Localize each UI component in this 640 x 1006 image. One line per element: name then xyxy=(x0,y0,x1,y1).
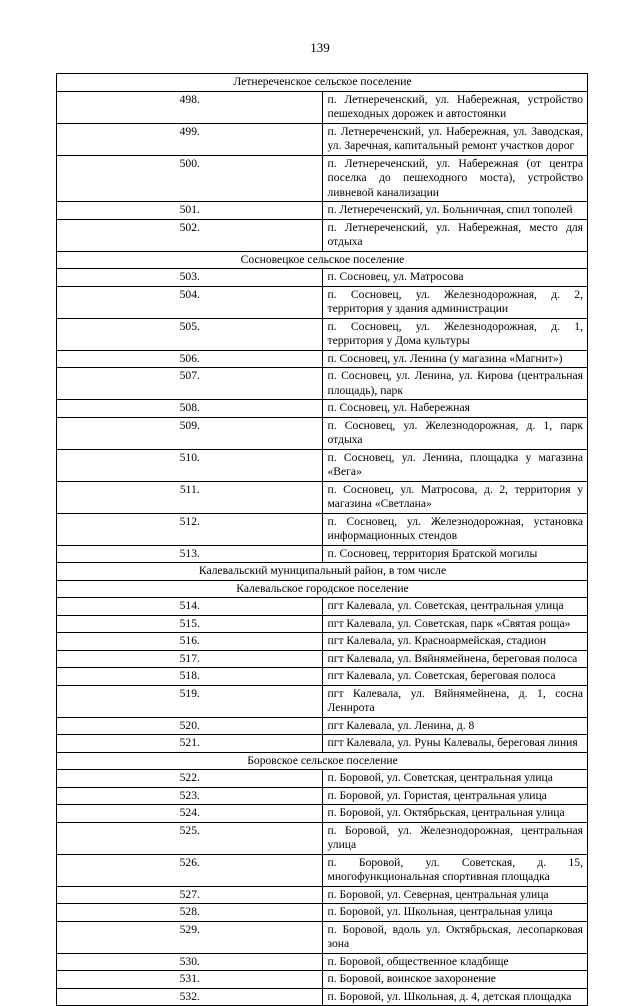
row-number: 504. xyxy=(57,286,323,318)
row-number: 524. xyxy=(57,805,323,823)
row-description: п. Боровой, ул. Октябрьская, центральная улица xyxy=(322,805,588,823)
row-number: 530. xyxy=(57,953,323,971)
table-row xyxy=(57,123,588,155)
row-number: 522. xyxy=(57,770,323,788)
row-number: 510. xyxy=(57,449,323,481)
table-row xyxy=(57,91,588,123)
row-number: 500. xyxy=(57,155,323,202)
table-row xyxy=(57,988,588,1006)
section-header-row xyxy=(57,74,588,92)
section-title: Калевальский муниципальный район, в том числе xyxy=(57,563,588,581)
row-number: 518. xyxy=(57,668,323,686)
section-title: Сосновецкое сельское поселение xyxy=(57,251,588,269)
row-description: пгт Калевала, ул. Вяйнямейнена, д. 1, сосна Леннрота xyxy=(322,685,588,717)
row-number: 498. xyxy=(57,91,323,123)
table-row xyxy=(57,598,588,616)
row-description: пгт Калевала, ул. Вяйнямейнена, береговая полоса xyxy=(322,650,588,668)
row-number: 506. xyxy=(57,350,323,368)
row-description: п. Сосновец, ул. Ленина, ул. Кирова (центральная площадь), парк xyxy=(322,368,588,400)
row-description: пгт Калевала, ул. Руны Калевалы, береговая линия xyxy=(322,735,588,753)
table-row xyxy=(57,854,588,886)
row-number: 527. xyxy=(57,886,323,904)
section-header-row xyxy=(57,563,588,581)
table-row xyxy=(57,615,588,633)
row-number: 503. xyxy=(57,269,323,287)
row-number: 505. xyxy=(57,318,323,350)
table-row xyxy=(57,904,588,922)
row-description: п. Боровой, общественное кладбище xyxy=(322,953,588,971)
row-description: п. Боровой, ул. Гористая, центральная улица xyxy=(322,787,588,805)
section-header-row xyxy=(57,752,588,770)
row-description: п. Летнереченский, ул. Больничная, спил тополей xyxy=(322,202,588,220)
row-number: 515. xyxy=(57,615,323,633)
row-number: 521. xyxy=(57,735,323,753)
table-row xyxy=(57,822,588,854)
row-description: п. Сосновец, ул. Железнодорожная, д. 1, парк отдыха xyxy=(322,417,588,449)
row-number: 523. xyxy=(57,787,323,805)
section-header-row xyxy=(57,251,588,269)
row-number: 499. xyxy=(57,123,323,155)
row-number: 532. xyxy=(57,988,323,1006)
section-title: Летнереченское сельское поселение xyxy=(57,74,588,92)
section-title: Боровское сельское поселение xyxy=(57,752,588,770)
row-number: 507. xyxy=(57,368,323,400)
row-description: п. Летнереченский, ул. Набережная (от центра поселка до пешеходного моста), устройство ливневой канализации xyxy=(322,155,588,202)
row-number: 520. xyxy=(57,717,323,735)
row-number: 513. xyxy=(57,545,323,563)
table-row xyxy=(57,805,588,823)
row-number: 526. xyxy=(57,854,323,886)
table-row xyxy=(57,400,588,418)
row-description: пгт Калевала, ул. Красноармейская, стадион xyxy=(322,633,588,651)
row-description: п. Сосновец, ул. Железнодорожная, д. 2, территория у здания администрации xyxy=(322,286,588,318)
table-row xyxy=(57,155,588,202)
row-description: п. Боровой, ул. Школьная, д. 4, детская площадка xyxy=(322,988,588,1006)
row-number: 519. xyxy=(57,685,323,717)
row-number: 528. xyxy=(57,904,323,922)
row-description: п. Боровой, ул. Советская, центральная улица xyxy=(322,770,588,788)
table-row xyxy=(57,513,588,545)
row-description: п. Сосновец, ул. Железнодорожная, д. 1, территория у Дома культуры xyxy=(322,318,588,350)
row-description: пгт Калевала, ул. Советская, парк «Святая роща» xyxy=(322,615,588,633)
row-description: п. Сосновец, ул. Матросова xyxy=(322,269,588,287)
row-number: 516. xyxy=(57,633,323,651)
table-row xyxy=(57,633,588,651)
table-row xyxy=(57,787,588,805)
row-description: п. Сосновец, ул. Набережная xyxy=(322,400,588,418)
table-row xyxy=(57,886,588,904)
table-row xyxy=(57,481,588,513)
table-row xyxy=(57,735,588,753)
table-row xyxy=(57,449,588,481)
objects-table xyxy=(56,73,588,1006)
table-row xyxy=(57,685,588,717)
row-number: 531. xyxy=(57,971,323,989)
row-description: п. Боровой, ул. Школьная, центральная улица xyxy=(322,904,588,922)
table-row xyxy=(57,286,588,318)
table-row xyxy=(57,650,588,668)
row-description: пгт Калевала, ул. Ленина, д. 8 xyxy=(322,717,588,735)
row-description: пгт Калевала, ул. Советская, береговая полоса xyxy=(322,668,588,686)
row-description: п. Боровой, воинское захоронение xyxy=(322,971,588,989)
table-row xyxy=(57,717,588,735)
row-number: 508. xyxy=(57,400,323,418)
row-number: 512. xyxy=(57,513,323,545)
table-row xyxy=(57,318,588,350)
table-row xyxy=(57,417,588,449)
table-row xyxy=(57,219,588,251)
row-description: пгт Калевала, ул. Советская, центральная улица xyxy=(322,598,588,616)
table-row xyxy=(57,921,588,953)
table-row xyxy=(57,350,588,368)
row-description: п. Сосновец, ул. Железнодорожная, установка информационных стендов xyxy=(322,513,588,545)
table-body xyxy=(57,74,588,1006)
row-description: п. Летнереченский, ул. Набережная, устройство пешеходных дорожек и автостоянки xyxy=(322,91,588,123)
row-number: 517. xyxy=(57,650,323,668)
row-number: 514. xyxy=(57,598,323,616)
row-number: 529. xyxy=(57,921,323,953)
row-number: 511. xyxy=(57,481,323,513)
table-row xyxy=(57,770,588,788)
section-header-row xyxy=(57,580,588,598)
table-row xyxy=(57,269,588,287)
row-description: п. Боровой, вдоль ул. Октябрьская, лесопарковая зона xyxy=(322,921,588,953)
table-row xyxy=(57,953,588,971)
row-description: п. Боровой, ул. Советская, д. 15, многофункциональная спортивная площадка xyxy=(322,854,588,886)
row-description: п. Боровой, ул. Железнодорожная, центральная улица xyxy=(322,822,588,854)
row-number: 509. xyxy=(57,417,323,449)
section-title: Калевальское городское поселение xyxy=(57,580,588,598)
table-row xyxy=(57,545,588,563)
row-description: п. Сосновец, территория Братской могилы xyxy=(322,545,588,563)
row-number: 502. xyxy=(57,219,323,251)
row-description: п. Сосновец, ул. Ленина (у магазина «Магнит») xyxy=(322,350,588,368)
row-description: п. Сосновец, ул. Матросова, д. 2, территория у магазина «Светлана» xyxy=(322,481,588,513)
row-number: 525. xyxy=(57,822,323,854)
row-number: 501. xyxy=(57,202,323,220)
row-description: п. Боровой, ул. Северная, центральная улица xyxy=(322,886,588,904)
row-description: п. Сосновец, ул. Ленина, площадка у магазина «Вега» xyxy=(322,449,588,481)
table-row xyxy=(57,368,588,400)
row-description: п. Летнереченский, ул. Набережная, ул. Заводская, ул. Заречная, капитальный ремонт участков дорог xyxy=(322,123,588,155)
table-row xyxy=(57,668,588,686)
table-row xyxy=(57,971,588,989)
row-description: п. Летнереченский, ул. Набережная, место для отдыха xyxy=(322,219,588,251)
page-number: 139 xyxy=(310,40,330,55)
table-row xyxy=(57,202,588,220)
